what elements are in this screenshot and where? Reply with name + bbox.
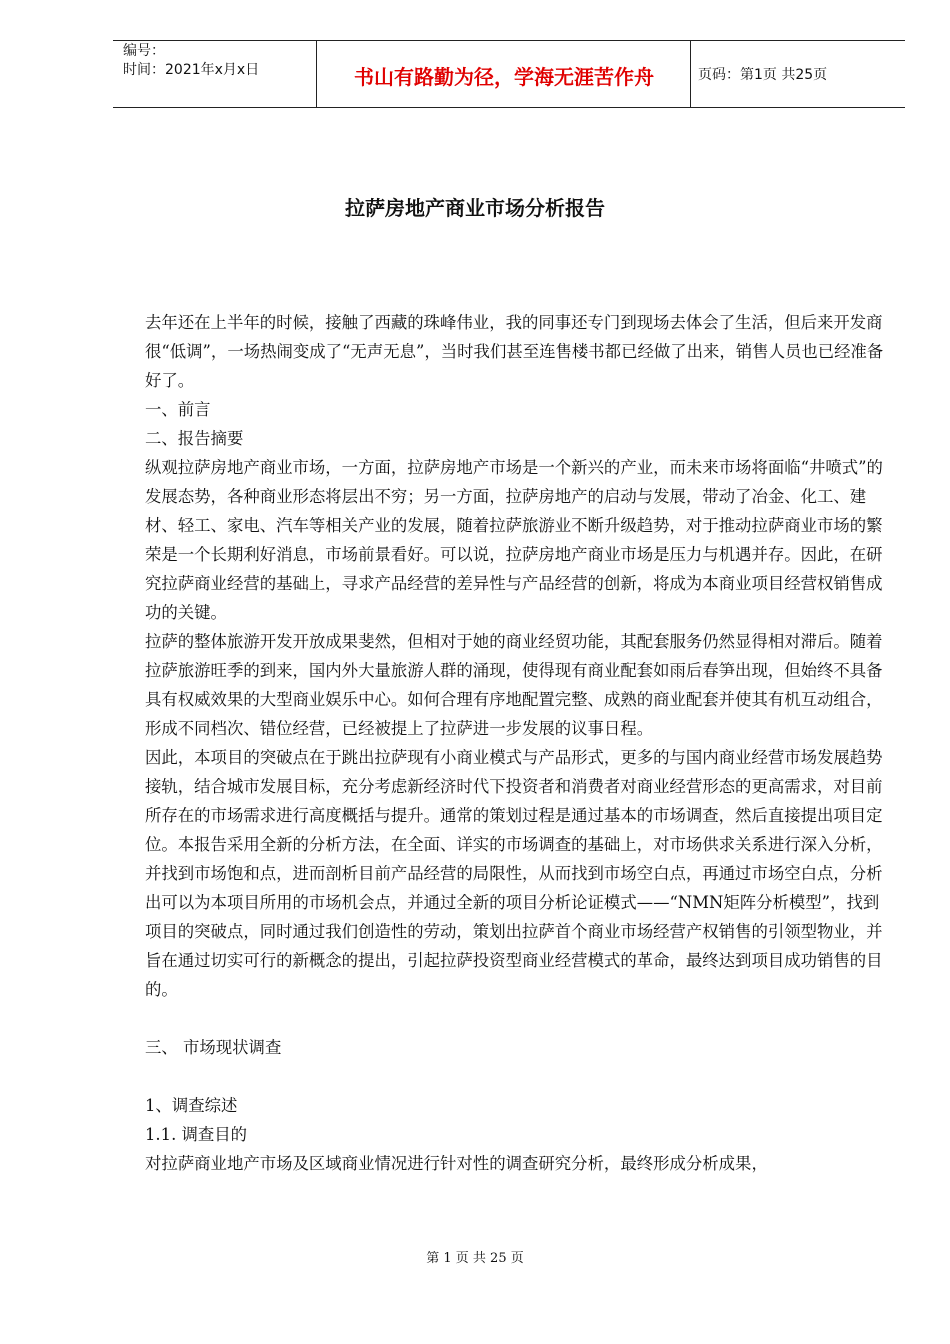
- subheading-survey-purpose: 1.1. 调查目的: [145, 1125, 248, 1144]
- section-heading-summary: 二、报告摘要: [145, 429, 244, 448]
- spacer: [145, 1004, 885, 1033]
- header-top-rule: [113, 40, 905, 41]
- document-body: [145, 308, 885, 1178]
- paragraph-survey-purpose: 对拉萨商业地产市场及区域商业情况进行针对性的调查研究分析，最终形成分析成果，: [145, 1154, 768, 1173]
- header-motto: 书山有路勤为径，学海无涯苦作舟: [354, 65, 654, 89]
- page-footer: 第 1 页 共 25 页: [426, 1251, 524, 1266]
- document-header: [113, 40, 905, 108]
- section-heading-preface: 一、前言: [145, 400, 211, 419]
- paragraph-summary-3: 因此，本项目的突破点在于跳出拉萨现有小商业模式与产品形式，更多的与国内商业经营市场发展趋势接轨，结合城市发展目标，充分考虑新经济时代下投资者和消费者对商业经营形态的更高需求，对目前所存在的市场需求进行高度概括与提升。通常的策划过程是通过基本的市场调查，然后直接提出项目定位。本报告采用全新的分析方法，在全面、详实的市场调查的基础上，对市场供求关系进行深入分析，并找到市场饱和点，进而剖析目前产品经营的局限性，从而找到市场空白点，再通过市场空白点，分析出可以为本项目所用的市场机会点，并通过全新的项目分析论证模式——“NMN矩阵分析模型”，找到项目的突破点，同时通过我们创造性的劳动，策划出拉萨首个商业市场经营产权销售的引领型物业，并旨在通过切实可行的新概念的提出，引起拉萨投资型商业经营模式的革命，最终达到项目成功销售的目的。: [145, 748, 883, 999]
- spacer: [145, 1062, 885, 1091]
- header-page-label: 页码：第1页 共25页: [698, 67, 828, 83]
- header-bottom-rule: [113, 107, 905, 108]
- header-meta: [123, 42, 259, 80]
- serial-label: 编号：: [123, 43, 165, 59]
- paragraph-intro: 去年还在上半年的时候，接触了西藏的珠峰伟业，我的同事还专门到现场去体会了生活，但后来开发商很“低调”，一场热闹变成了“无声无息”，当时我们甚至连售楼书都已经做了出来，销售人员也已经准备好了。: [145, 313, 884, 390]
- document-title: 拉萨房地产商业市场分析报告: [345, 196, 605, 220]
- subheading-survey-overview: 1、调查综述: [145, 1096, 238, 1115]
- paragraph-summary-2: 拉萨的整体旅游开发开放成果斐然，但相对于她的商业经贸功能，其配套服务仍然显得相对滞后。随着拉萨旅游旺季的到来，国内外大量旅游人群的涌现，使得现有商业配套如雨后春笋出现，但始终不具备具有权威效果的大型商业娱乐中心。如何合理有序地配置完整、成熟的商业配套并使其有机互动组合，形成不同档次、错位经营，已经被提上了拉萨进一步发展的议事日程。: [145, 632, 883, 738]
- paragraph-summary-1: 纵观拉萨房地产商业市场，一方面，拉萨房地产市场是一个新兴的产业，而未来市场将面临“井喷式”的发展态势，各种商业形态将层出不穷；另一方面，拉萨房地产的启动与发展，带动了冶金、化工、建材、轻工、家电、汽车等相关产业的发展，随着拉萨旅游业不断升级趋势，对于推动拉萨商业市场的繁荣是一个长期利好消息，市场前景看好。可以说，拉萨房地产商业市场是压力与机遇并存。因此，在研究拉萨商业经营的基础上，寻求产品经营的差异性与产品经营的创新，将成为本商业项目经营权销售成功的关键。: [145, 458, 883, 622]
- time-label: 时间：2021年x月x日: [123, 62, 260, 78]
- section-heading-market: 三、 市场现状调查: [145, 1038, 282, 1057]
